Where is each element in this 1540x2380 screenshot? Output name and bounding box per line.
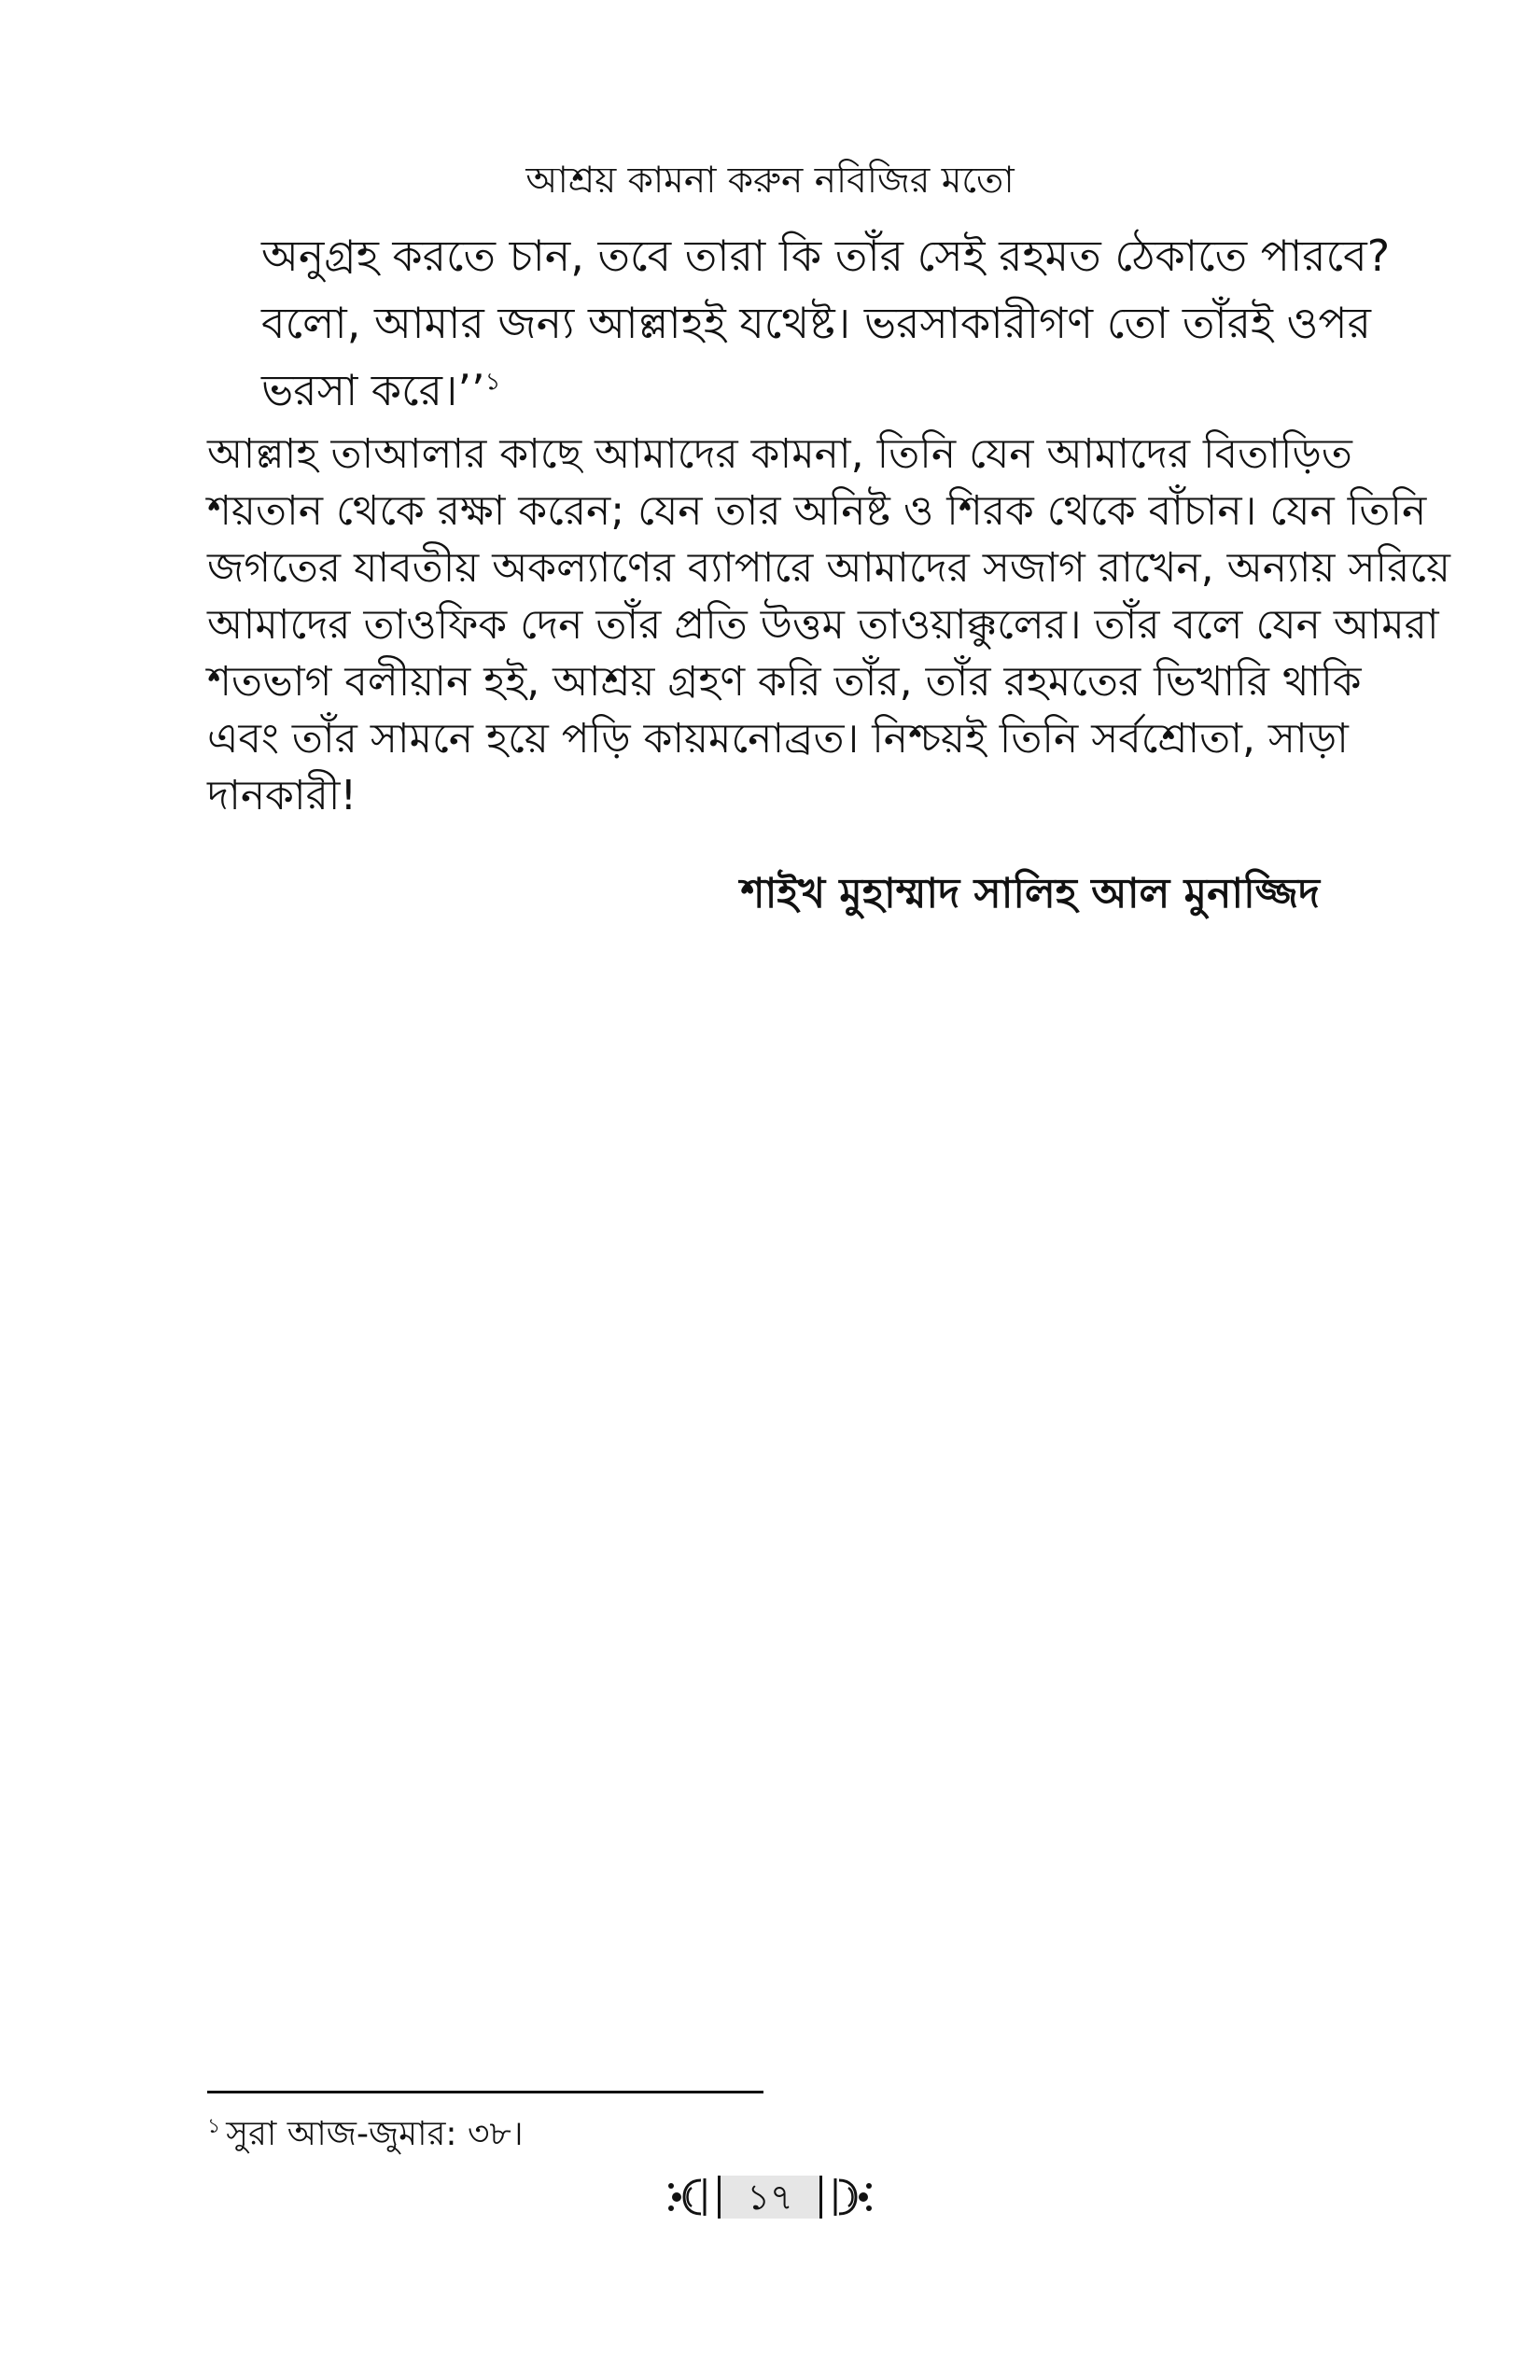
body-paragraph <box>207 426 1450 824</box>
footnote-divider <box>207 2091 763 2093</box>
paragraph-line: দানকারী! <box>207 772 357 819</box>
left-ornament-icon <box>664 2175 708 2219</box>
page-number-block <box>0 2175 1540 2219</box>
quote-block <box>261 222 1391 424</box>
footnote-mark: ১ <box>207 2115 221 2138</box>
paragraph-line: এবং তাঁর সামনে হয়ে পড়ি কায়মনোব্রত। নিশ্চয়ই তিনি সর্বশ্রোতা, সাড়া <box>207 715 1349 763</box>
author-signature: শাইখ মুহাম্মাদ সালিহ আল মুনাজ্জিদ <box>740 870 1320 917</box>
quote-line: অনুগ্রহ করতে চান, তবে তারা কি তাঁর সেই রহমত ঠেকাতে পারবে? <box>261 231 1391 281</box>
footnote-reference[interactable]: ১ <box>484 368 501 397</box>
page-number: ১৭ <box>718 2176 821 2219</box>
quote-line-text: ভরসা করে।’’ <box>261 365 485 415</box>
quote-line-last <box>261 357 1271 424</box>
footnote-text: সুরা আজ-জুমার: ৩৮। <box>226 2115 524 2153</box>
right-ornament-icon <box>832 2175 876 2219</box>
paragraph-line: জগতের যাবতীয় অকল্যাণের ব্যাপারে আমাদের সজাগ রাখেন, অন্যায় সরিয়ে <box>207 544 1450 592</box>
paragraph-line: শয়তান থেকে রক্ষা করেন; যেন তার অনিষ্ট ও শিরক থেকে বাঁচান। যেন তিনি <box>207 487 1427 535</box>
quote-line: বলো, আমার জন্য আল্লাহই যথেষ্ট। ভরসাকারীগণ তো তাঁরই ওপর <box>261 298 1371 348</box>
paragraph-line: শতভাগ বলীয়ান হই, আশ্রয় গ্রহণ করি তাঁর, তাঁর রহমতের ভিখারি থাকি <box>207 658 1362 706</box>
running-header: আশ্রয় কামনা করুন নবিজির মতো <box>525 160 1015 202</box>
paragraph-line: আল্লাহ তাআলার কাছে আমাদের কামনা, তিনি যেন আমাদের বিতাড়িত <box>207 430 1352 478</box>
paragraph-line: আমাদের তাওফিক দেন তাঁর প্রতি উত্তম তাওয়াক্কুলের। তাঁর বলে যেন আমরা <box>207 601 1439 649</box>
footnote <box>207 2111 524 2158</box>
